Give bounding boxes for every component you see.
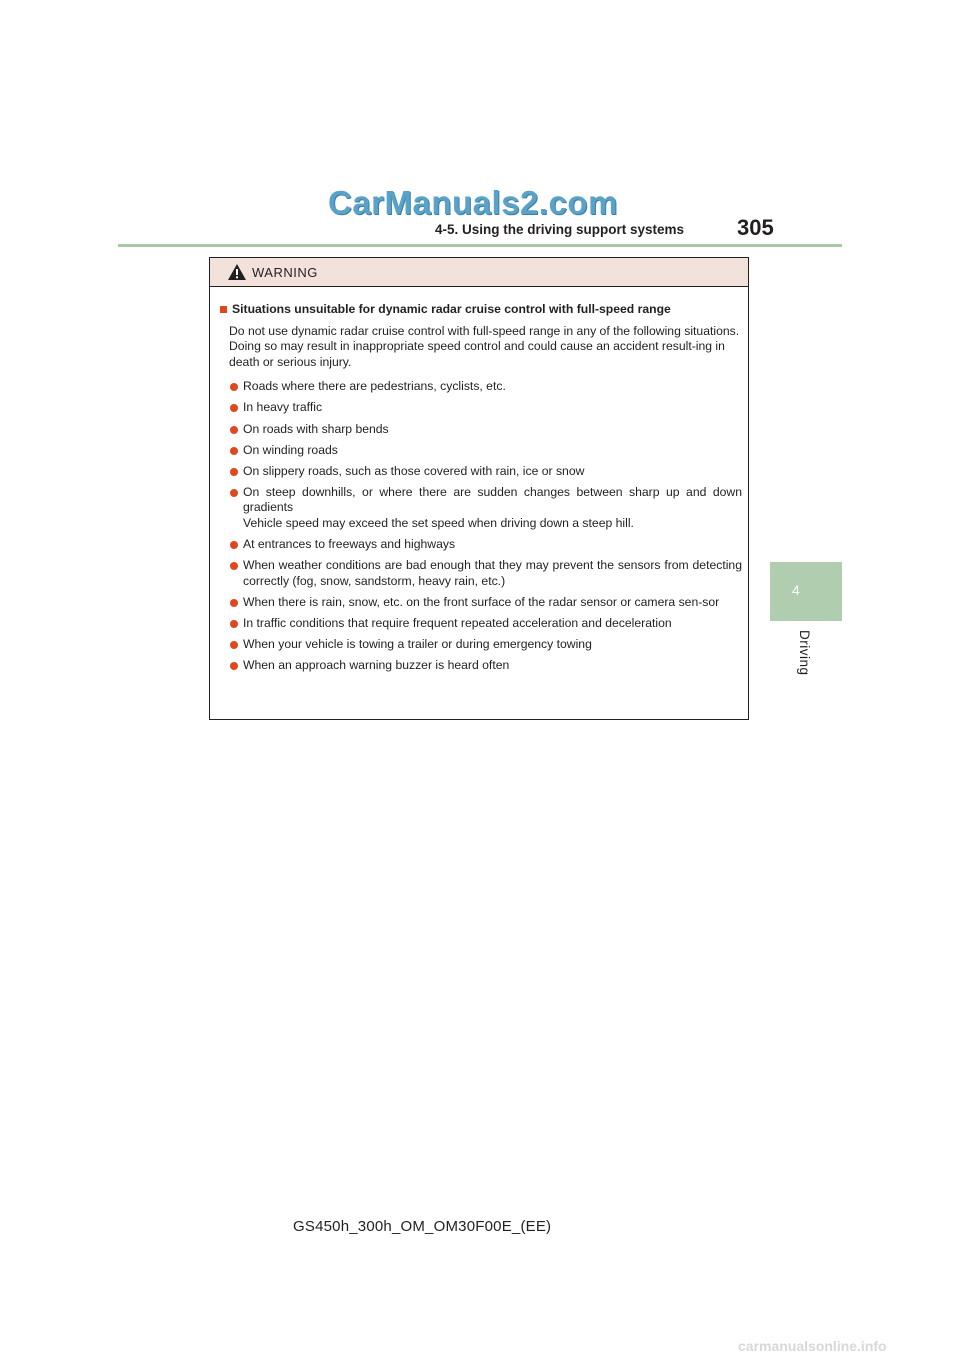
list-item-text: [243, 537, 742, 553]
list-item-main: On slippery roads, such as those covered with rain, ice or snow: [243, 463, 585, 478]
list-item-main: Roads where there are pedestrians, cyclists, etc.: [243, 379, 506, 394]
list-item-main: On steep downhills, or where there are sudden changes between sharp up and down gradients: [243, 484, 742, 515]
bullet-dot-icon: [230, 383, 238, 391]
warning-title: WARNING: [252, 264, 318, 280]
list-item-text: [243, 422, 742, 438]
bullet-dot-icon: [230, 662, 238, 670]
list-item-text: [243, 558, 742, 589]
warning-box: [209, 257, 749, 720]
list-item: [230, 616, 742, 632]
chapter-tab-label: Driving: [797, 630, 812, 676]
bullet-dot-icon: [230, 426, 238, 434]
list-item: [230, 558, 742, 589]
list-item-main: On winding roads: [243, 442, 338, 457]
square-bullet-icon: [220, 306, 227, 313]
list-item-text: [243, 379, 742, 395]
list-item-main: On roads with sharp bends: [243, 421, 389, 436]
list-item-text: [243, 443, 742, 459]
list-item-main: When weather conditions are bad enough that they may prevent the sensors from detecting correctly (fog, snow, sandstorm, heavy rain, etc.): [243, 558, 742, 588]
warning-subheading-text: Situations unsuitable for dynamic radar cruise control with full-speed range: [232, 302, 671, 316]
list-item-text: [243, 616, 742, 632]
list-item: [230, 485, 742, 532]
bullet-dot-icon: [230, 641, 238, 649]
list-item-main: When an approach warning buzzer is heard often: [243, 658, 510, 673]
warning-body: [210, 287, 748, 674]
list-item: [230, 637, 742, 653]
list-item-text: [243, 464, 742, 480]
watermark-logo: CarManuals2.com: [328, 184, 618, 221]
intro-text-1: Do not use dynamic radar cruise control with full-speed range in any of the following situations.: [229, 323, 740, 338]
chapter-tab-number: 4: [792, 582, 800, 598]
header-rule: [118, 244, 842, 247]
bullet-dot-icon: [230, 489, 238, 497]
warning-subheading: [220, 302, 742, 318]
list-item-note: Vehicle speed may exceed the set speed when driving down a steep hill.: [243, 516, 634, 531]
bullet-dot-icon: [230, 468, 238, 476]
situation-list: [220, 379, 742, 673]
list-item: [230, 537, 742, 553]
bullet-dot-icon: [230, 562, 238, 570]
list-item: [230, 379, 742, 395]
section-title: 4-5. Using the driving support systems: [435, 222, 685, 237]
list-item: [230, 422, 742, 438]
bullet-dot-icon: [230, 404, 238, 412]
intro-text-2: Doing so may result in inappropriate speed control and could cause an accident result-ing in death or serious injury.: [229, 339, 725, 369]
list-item: [230, 595, 742, 611]
list-item-text: [243, 485, 742, 532]
bullet-dot-icon: [230, 599, 238, 607]
list-item: [230, 443, 742, 459]
list-item-main: When your vehicle is towing a trailer or during emergency towing: [243, 637, 592, 652]
chapter-tab[interactable]: [770, 562, 842, 621]
list-item: [230, 400, 742, 416]
bullet-dot-icon: [230, 620, 238, 628]
list-item: [230, 464, 742, 480]
bullet-dot-icon: [230, 541, 238, 549]
list-item-main: In traffic conditions that require frequent repeated acceleration and deceleration: [243, 616, 672, 630]
list-item-text: [243, 595, 742, 611]
list-item-text: [243, 400, 742, 416]
warning-triangle-icon: [228, 264, 246, 280]
list-item-text: [243, 658, 742, 674]
list-item-main: At entrances to freeways and highways: [243, 537, 456, 552]
document-code: GS450h_300h_OM_OM30F00E_(EE): [293, 1218, 552, 1235]
warning-intro: [229, 324, 742, 371]
list-item-main: When there is rain, snow, etc. on the front surface of the radar sensor or camera sen-sor: [243, 594, 720, 609]
warning-header: [210, 258, 748, 287]
list-item: [230, 658, 742, 674]
list-item-text: [243, 637, 742, 653]
page-number: 305: [737, 215, 774, 240]
bullet-dot-icon: [230, 447, 238, 455]
watermark-footer: carmanualsonline.info: [738, 1338, 887, 1354]
list-item-main: In heavy traffic: [243, 400, 323, 415]
